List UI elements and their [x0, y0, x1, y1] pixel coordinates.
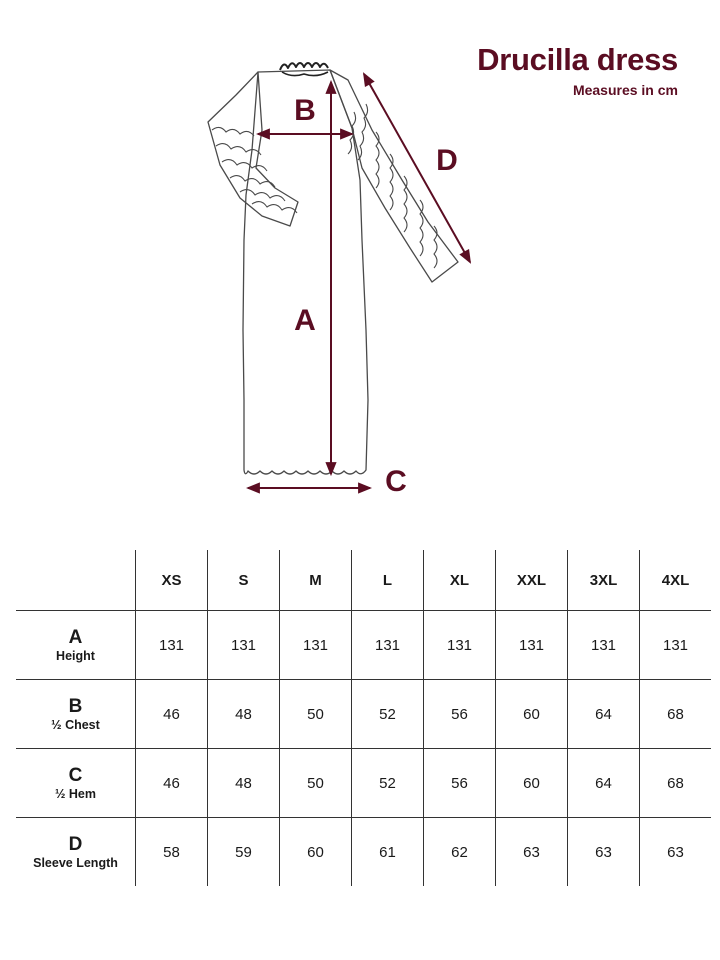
size-col-header: XL [424, 550, 496, 611]
table-cell: 63 [640, 818, 712, 887]
table-cell: 131 [136, 611, 208, 680]
row-letter: A [68, 626, 83, 648]
table-cell: 46 [136, 680, 208, 749]
size-col-header: XS [136, 550, 208, 611]
table-cell: 131 [568, 611, 640, 680]
table-cell: 60 [496, 749, 568, 818]
table-row [16, 749, 711, 818]
table-cell: 46 [136, 749, 208, 818]
neck-ruffle-lower [282, 72, 328, 76]
table-cell: 56 [424, 749, 496, 818]
row-header [16, 749, 136, 818]
table-cell: 131 [640, 611, 712, 680]
table-cell: 60 [496, 680, 568, 749]
label-d: D [436, 144, 458, 177]
units-note: Measures in cm [572, 82, 678, 98]
table-corner [16, 550, 136, 611]
table-row [16, 818, 711, 887]
label-c: C [385, 465, 407, 498]
table-cell: 131 [352, 611, 424, 680]
table-cell: 48 [208, 749, 280, 818]
left-sleeve-ruffles [212, 127, 297, 213]
dress-outline [208, 63, 458, 474]
table-cell: 50 [280, 680, 352, 749]
table-cell: 68 [640, 680, 712, 749]
table-cell: 60 [280, 818, 352, 887]
table-cell: 131 [208, 611, 280, 680]
size-col-header: M [280, 550, 352, 611]
table-cell: 50 [280, 749, 352, 818]
row-name: ½ Chest [51, 717, 100, 732]
row-header [16, 611, 136, 680]
table-cell: 52 [352, 749, 424, 818]
row-header [16, 680, 136, 749]
table-cell: 59 [208, 818, 280, 887]
size-col-header: 3XL [568, 550, 640, 611]
table-cell: 52 [352, 680, 424, 749]
table-cell: 58 [136, 818, 208, 887]
table-cell: 64 [568, 749, 640, 818]
row-letter: D [68, 833, 83, 855]
right-sleeve-ruffles [348, 104, 437, 268]
label-a: A [294, 304, 316, 337]
row-name: Height [56, 648, 95, 663]
label-b: B [294, 94, 316, 127]
table-cell: 48 [208, 680, 280, 749]
table-cell: 63 [568, 818, 640, 887]
row-name: ½ Hem [55, 786, 96, 801]
table-row [16, 611, 711, 680]
row-letter: C [68, 764, 83, 786]
size-col-header: S [208, 550, 280, 611]
table-cell: 62 [424, 818, 496, 887]
table-cell: 131 [280, 611, 352, 680]
size-header-row [16, 550, 711, 611]
table-cell: 131 [424, 611, 496, 680]
table-cell: 61 [352, 818, 424, 887]
size-col-header: XXL [496, 550, 568, 611]
table-cell: 56 [424, 680, 496, 749]
size-col-header: 4XL [640, 550, 712, 611]
table-cell: 68 [640, 749, 712, 818]
table-cell: 63 [496, 818, 568, 887]
row-name: Sleeve Length [33, 855, 118, 870]
product-title: Drucilla dress [477, 42, 678, 77]
row-letter: B [68, 695, 83, 717]
table-row [16, 680, 711, 749]
row-header [16, 818, 136, 887]
size-table [16, 550, 711, 886]
neck-ruffle [280, 63, 328, 70]
size-col-header: L [352, 550, 424, 611]
table-cell: 64 [568, 680, 640, 749]
table-cell: 131 [496, 611, 568, 680]
